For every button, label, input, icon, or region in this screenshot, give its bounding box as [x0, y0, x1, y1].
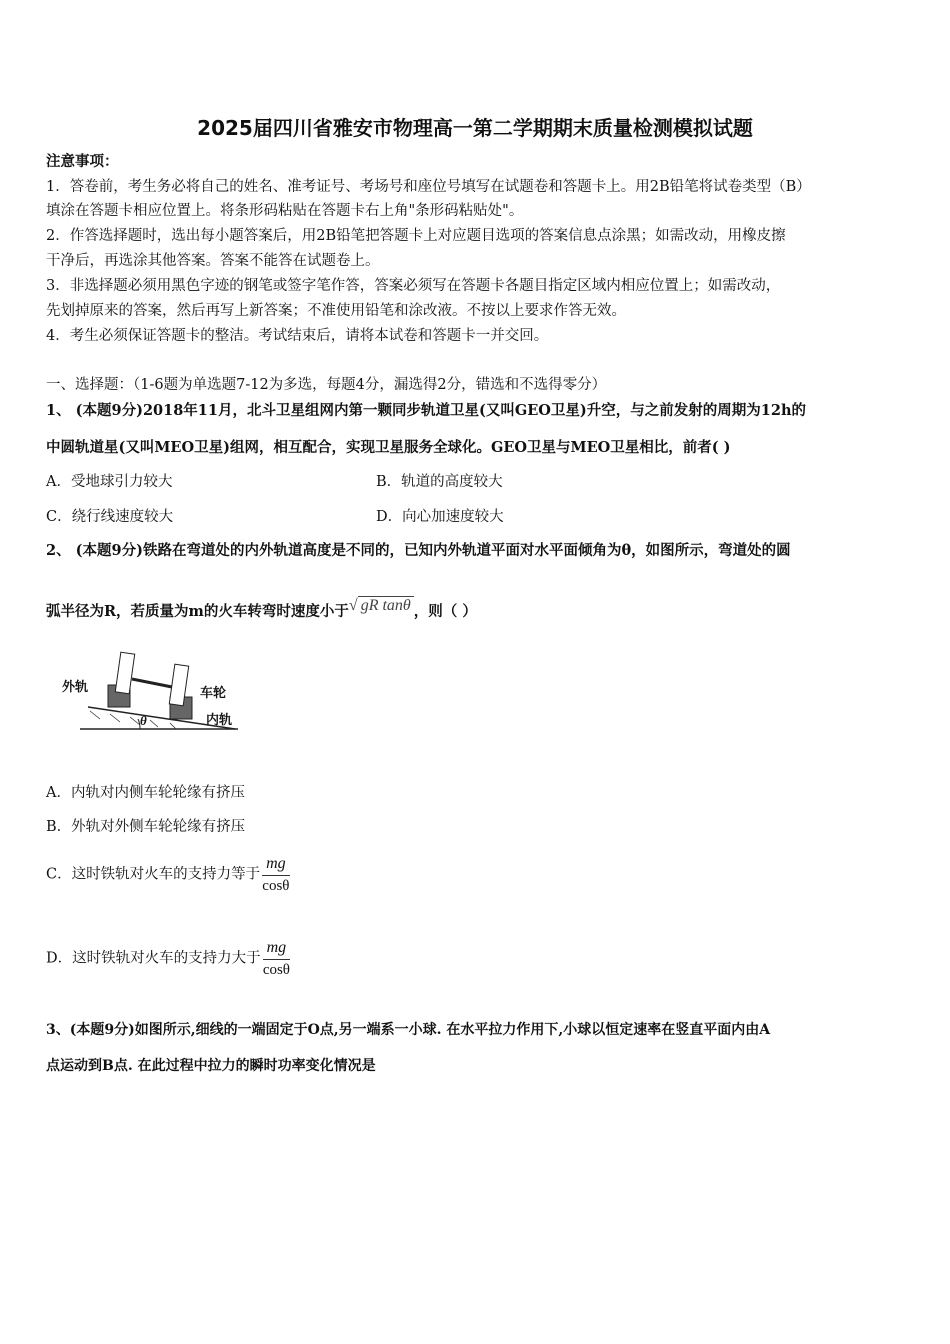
fraction [263, 937, 291, 980]
q2-option-d-text: D．这时铁轨对火车的支持力大于 [46, 950, 261, 967]
q2-option-c [46, 853, 290, 896]
notice-line: 1．答卷前，考生务必将自己的姓名、准考证号、考场号和座位号填写在试题卷和答题卡上。用2B铅笔将试卷类型（B） [46, 179, 811, 195]
sqrt-radicand: gR tanθ [358, 596, 414, 614]
fraction-numerator: mg [263, 937, 291, 960]
sqrt-expression: √ gR tanθ [349, 596, 414, 616]
section-heading: 一、选择题：（1-6题为单选题7-12为多选，每题4分，漏选得2分，错选和不选得零分） [46, 377, 607, 393]
notice-line: 4．考生必须保证答题卡的整洁。考试结束后，请将本试卷和答题卡一并交回。 [46, 328, 549, 344]
notice-line: 2．作答选择题时，选出每小题答案后，用2B铅笔把答题卡上对应题目选项的答案信息点涂黑；如需改动，用橡皮擦 [46, 228, 786, 244]
fraction [262, 853, 290, 896]
q3-stem: 点运动到B点. 在此过程中拉力的瞬时功率变化情况是 [46, 1058, 376, 1074]
q1-option-b: B．轨道的高度较大 [376, 474, 503, 490]
notice-line: 填涂在答题卡相应位置上。将条形码粘贴在答题卡右上角"条形码粘贴处"。 [46, 203, 524, 219]
fraction-denominator: cosθ [262, 962, 290, 978]
fraction-denominator: cosθ [262, 878, 290, 894]
q1-option-a: A．受地球引力较大 [46, 474, 173, 490]
q3-stem: 3、(本题9分)如图所示,细线的一端固定于O点,另一端系一小球. 在水平拉力作用下,小球以恒定速率在竖直平面内由A [46, 1022, 771, 1038]
fig-label-theta: θ [140, 713, 147, 728]
q1-option-c: C．绕行线速度较大 [46, 509, 174, 525]
q2-option-d [46, 937, 290, 980]
q2-stem-line2 [46, 597, 477, 622]
q2-option-b: B．外轨对外侧车轮轮缘有挤压 [46, 819, 246, 835]
q2-stem-pre: 弧半径为R，若质量为m的火车转弯时速度小于 [46, 603, 349, 620]
q2-option-c-text: C．这时铁轨对火车的支持力等于 [46, 866, 261, 883]
page-title: 2025届四川省雅安市物理高一第二学期期末质量检测模拟试题 [197, 116, 753, 140]
notice-line: 干净后，再选涂其他答案。答案不能答在试题卷上。 [46, 253, 380, 269]
q1-stem: 1、 (本题9分)2018年11月，北斗卫星组网内第一颗同步轨道卫星(又叫GEO卫星)升空，与之前发射的周期为12h的 [46, 402, 806, 419]
notice-heading: 注意事项： [46, 153, 119, 170]
q2-stem-post: ，则（ ） [413, 603, 477, 620]
q1-stem: 中圆轨道星(又叫MEO卫星)组网，相互配合，实现卫星服务全球化。GEO卫星与MEO卫星相比，前者( ) [46, 439, 731, 456]
q2-option-a: A．内轨对内侧车轮轮缘有挤压 [46, 785, 245, 801]
fig-label-wheel: 车轮 [200, 686, 227, 701]
q2-stem: 2、 (本题9分)铁路在弯道处的内外轨道高度是不同的，已知内外轨道平面对水平面倾角为θ，如图所示，弯道处的圆 [46, 542, 791, 559]
q1-option-d: D．向心加速度较大 [376, 509, 504, 525]
fig-label-inner: 内轨 [206, 713, 233, 728]
notice-line: 先划掉原来的答案，然后再写上新答案；不准使用铅笔和涂改液。不按以上要求作答无效。 [46, 303, 626, 319]
fig-label-outer: 外轨 [62, 680, 89, 695]
fraction-numerator: mg [262, 853, 290, 876]
notice-line: 3．非选择题必须用黑色字迹的钢笔或签字笔作答，答案必须写在答题卡各题目指定区域内相应位置上；如需改动， [46, 278, 781, 294]
